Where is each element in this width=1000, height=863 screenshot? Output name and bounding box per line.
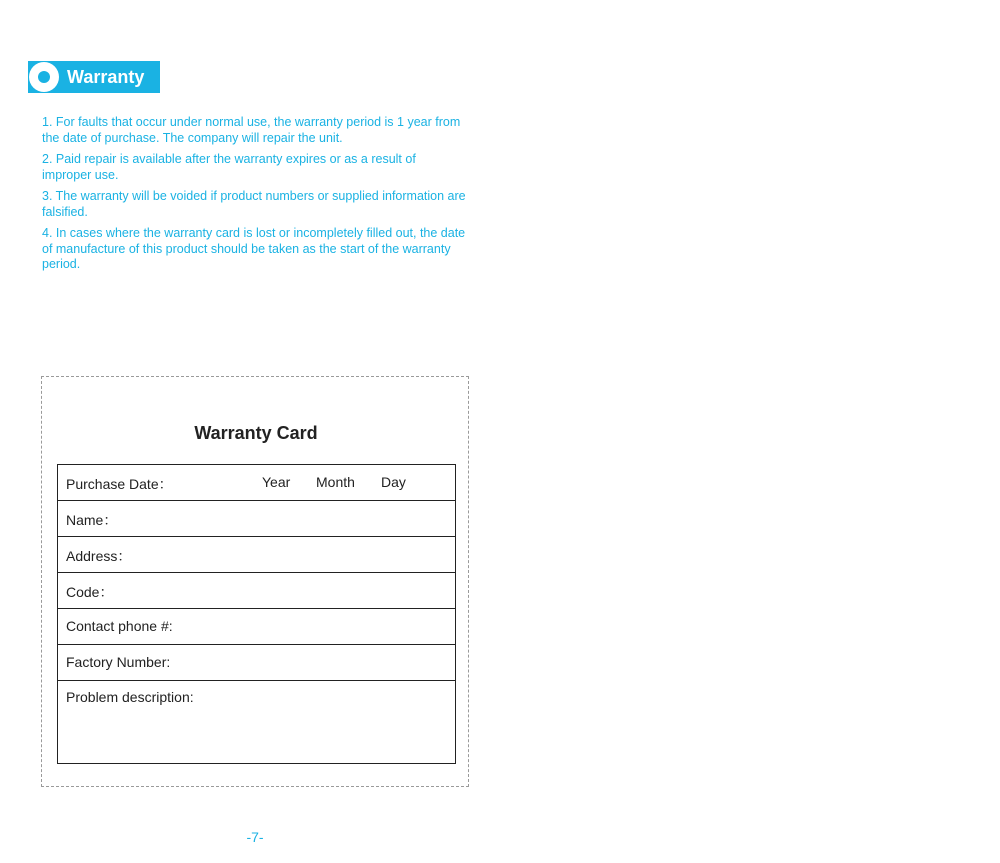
phone-row [58, 609, 455, 645]
term-1: 1. For faults that occur under normal use, the warranty period is 1 year from the date of purchase. The company will repair the unit. [42, 115, 461, 145]
term-3: 3. The warranty will be voided if product numbers or supplied information are falsified. [42, 189, 466, 219]
warranty-terms [42, 115, 467, 279]
code-label: Code： [66, 584, 114, 600]
phone-label: Contact phone #: [66, 618, 173, 634]
year-label: Year [262, 474, 291, 490]
term-2: 2. Paid repair is available after the warranty expires or as a result of improper use. [42, 152, 416, 182]
address-label: Address： [66, 548, 132, 564]
day-label: Day [381, 474, 406, 490]
factory-number-row [58, 645, 455, 681]
problem-description-label: Problem description: [66, 689, 194, 705]
name-row [58, 501, 455, 537]
name-label: Name： [66, 512, 118, 528]
factory-number-label: Factory Number: [66, 654, 171, 670]
problem-description-row [58, 681, 455, 763]
card-title: Warranty Card [194, 423, 318, 443]
purchase-date-row [58, 465, 455, 501]
address-row [58, 537, 455, 573]
warranty-card-table [57, 464, 456, 764]
section-header [28, 61, 160, 93]
section-title: Warranty [67, 67, 145, 87]
purchase-date-label: Purchase Date： [66, 476, 173, 492]
code-row [58, 573, 455, 609]
month-label: Month [316, 474, 355, 490]
term-4: 4. In cases where the warranty card is lost or incompletely filled out, the date of manufacture of this product should be taken as the start of the warranty period. [42, 226, 466, 271]
circle-bullet-icon [29, 62, 59, 92]
page-number: -7- [246, 829, 264, 845]
